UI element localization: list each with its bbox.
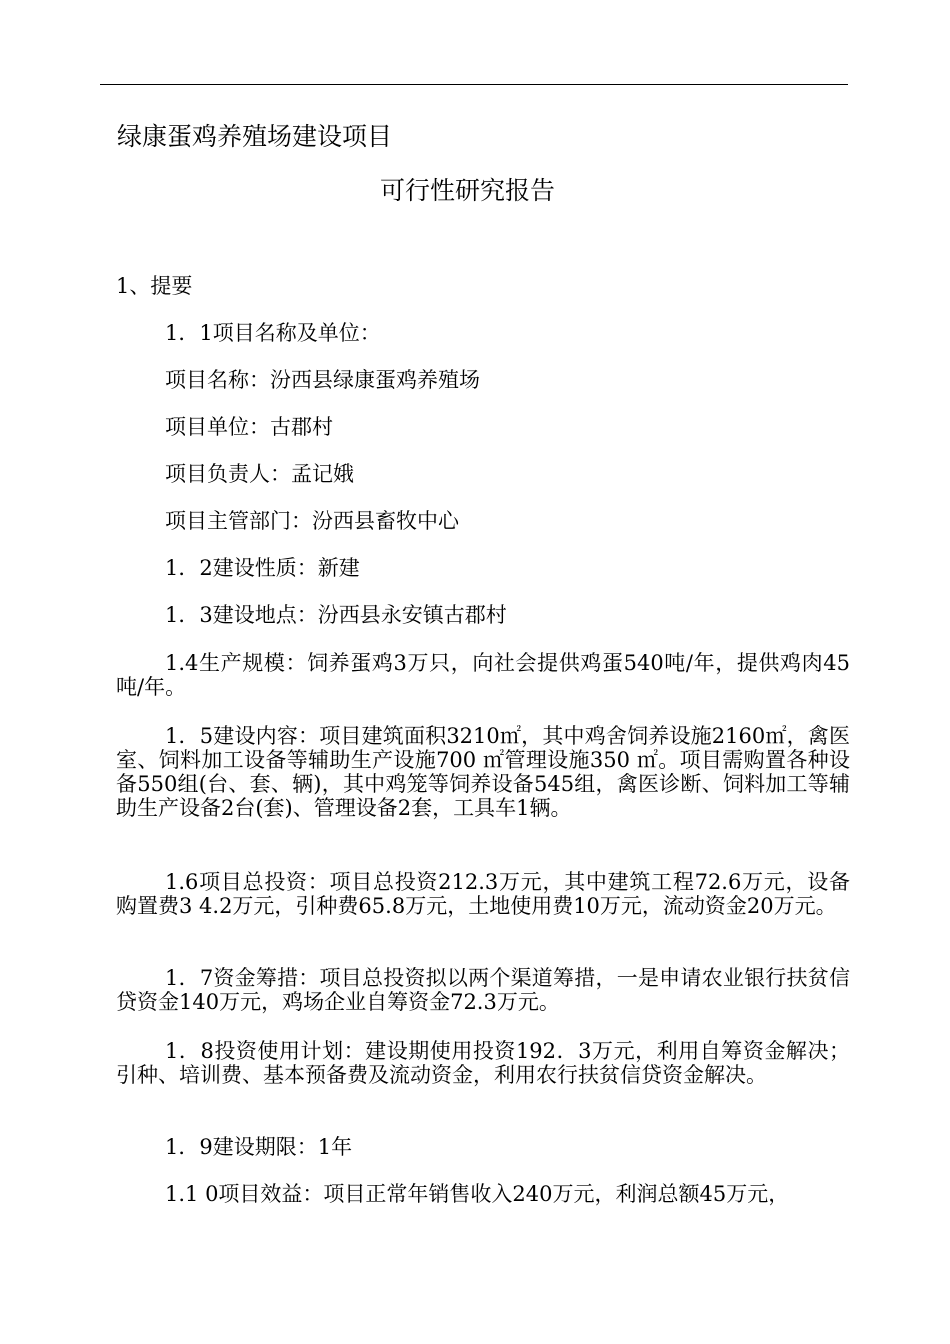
subsection-1-4: 1.4生产规模：饲养蛋鸡3万只，向社会提供鸡蛋540吨/年，提供鸡肉45吨/年。	[116, 651, 850, 699]
document-title: 绿康蛋鸡养殖场建设项目	[117, 122, 393, 151]
project-name: 项目名称：汾西县绿康蛋鸡养殖场	[165, 368, 480, 392]
subsection-1-7: 1．7资金筹措：项目总投资拟以两个渠道筹措，一是申请农业银行扶贫信贷资金140万元，鸡场企业自筹资金72.3万元。	[116, 966, 850, 1014]
document-subtitle: 可行性研究报告	[380, 176, 556, 205]
project-unit: 项目单位：古郡村	[165, 415, 333, 439]
project-lead: 项目负责人：孟记娥	[165, 462, 354, 486]
header-rule	[100, 84, 848, 85]
subsection-1-6: 1.6项目总投资：项目总投资212.3万元，其中建筑工程72.6万元，设备购置费3 4.2万元，引种费65.8万元，土地使用费10万元，流动资金20万元。	[116, 870, 850, 918]
project-dept: 项目主管部门：汾西县畜牧中心	[165, 509, 459, 533]
subsection-1-10: 1.1 0项目效益：项目正常年销售收入240万元，利润总额45万元，	[165, 1182, 790, 1206]
subsection-1-5: 1．5建设内容：项目建筑面积3210㎡，其中鸡舍饲养设施2160㎡，禽医室、饲料加工设备等辅助生产设施700 ㎡管理设施350 ㎡。项目需购置各种设备550组(台、套、辆)，其中鸡笼等饲养设备545组，禽医诊断、饲料加工等辅助生产设备2台(套)、管理设备2套，工具车1辆。	[116, 724, 850, 820]
subsection-1-2: 1．2建设性质：新建	[165, 556, 360, 580]
subsection-1-8: 1．8投资使用计划：建设期使用投资192．3万元，利用自筹资金解决；引种、培训费、基本预备费及流动资金，利用农行扶贫信贷资金解决。	[116, 1039, 850, 1087]
subsection-1-1: 1．1项目名称及单位：	[165, 321, 381, 345]
section-heading: 1、提要	[116, 274, 193, 298]
subsection-1-9: 1．9建设期限：1年	[165, 1135, 353, 1159]
subsection-1-3: 1．3建设地点：汾西县永安镇古郡村	[165, 603, 507, 627]
